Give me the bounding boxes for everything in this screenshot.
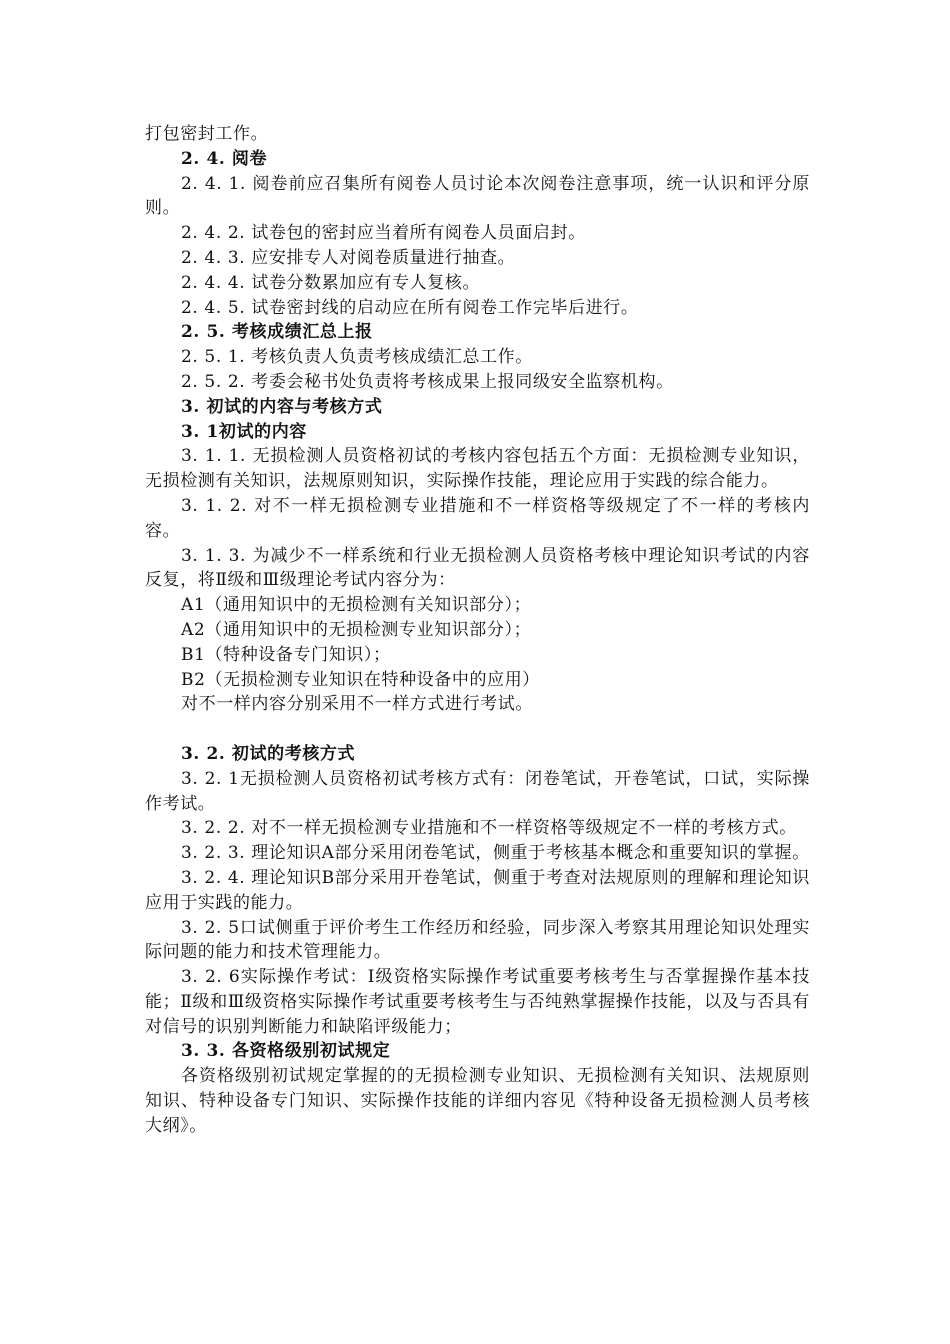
list-item: A2（通用知识中的无损检测专业知识部分）； (181, 619, 532, 640)
paragraph: 打包密封工作。 (145, 124, 269, 144)
section-heading: 2. 4. 阅卷 (181, 148, 268, 169)
section-heading: 3. 3. 各资格级别初试规定 (181, 1041, 391, 1062)
list-item: B1（特种设备专门知识）； (181, 644, 391, 665)
document-body (145, 122, 810, 1139)
paragraph: 3. 2. 1无损检测人员资格初试考核方式有：闭卷笔试，开卷笔试，口试，实际操作考试。 (145, 768, 810, 814)
paragraph: 各资格级别初试规定掌握的的无损检测专业知识、无损检测有关知识、法规原则知识、特种设备专门知识、实际操作技能的详细内容见《特种设备无损检测人员考核大纲》。 (145, 1066, 810, 1136)
paragraph: 3. 2. 2. 对不一样无损检测专业措施和不一样资格等级规定不一样的考核方式。 (181, 818, 797, 839)
paragraph: 3. 2. 6实际操作考试：Ⅰ级资格实际操作考试重要考核考生与否掌握操作基本技能；Ⅱ级和Ⅲ级资格实际操作考试重要考核考生与否纯熟掌握操作技能，以及与否具有对信号的识别判断能力和缺陷评级能力； (145, 967, 810, 1037)
paragraph: 2. 4. 5. 试卷密封线的启动应在所有阅卷工作完毕后进行。 (181, 297, 639, 318)
paragraph: 3. 2. 4. 理论知识B部分采用开卷笔试，侧重于考查对法规原则的理解和理论知识应用于实践的能力。 (145, 867, 810, 913)
paragraph: 3. 1. 3. 为减少不一样系统和行业无损检测人员资格考核中理论知识考试的内容反复，将Ⅱ级和Ⅲ级理论考试内容分为： (145, 545, 810, 591)
paragraph: 2. 5. 2. 考委会秘书处负责将考核成果上报同级安全监察机构。 (181, 371, 674, 392)
paragraph: 3. 2. 3. 理论知识A部分采用闭卷笔试，侧重于考核基本概念和重要知识的掌握。 (181, 843, 810, 864)
paragraph: 2. 5. 1. 考核负责人负责考核成绩汇总工作。 (181, 347, 533, 368)
paragraph: 2. 4. 1. 阅卷前应召集所有阅卷人员讨论本次阅卷注意事项，统一认识和评分原则。 (145, 173, 810, 219)
paragraph: 3. 2. 5口试侧重于评价考生工作经历和经验，同步深入考察其用理论知识处理实际问题的能力和技术管理能力。 (145, 917, 810, 963)
paragraph: 2. 4. 2. 试卷包的密封应当着所有阅卷人员面启封。 (181, 223, 586, 244)
paragraph: 3. 1. 1. 无损检测人员资格初试的考核内容包括五个方面：无损检测专业知识，无损检测有关知识，法规原则知识，实际操作技能，理论应用于实践的综合能力。 (145, 446, 810, 492)
section-heading: 3. 2. 初试的考核方式 (181, 743, 356, 764)
paragraph: 2. 4. 3. 应安排专人对阅卷质量进行抽查。 (181, 247, 516, 268)
list-item: B2（无损检测专业知识在特种设备中的应用） (181, 669, 540, 690)
blank-line (145, 717, 810, 742)
paragraph: 3. 1. 2. 对不一样无损检测专业措施和不一样资格等级规定了不一样的考核内容。 (145, 495, 810, 541)
list-item: A1（通用知识中的无损检测有关知识部分）； (181, 595, 532, 616)
section-heading: 2. 5. 考核成绩汇总上报 (181, 322, 373, 343)
paragraph: 对不一样内容分别采用不一样方式进行考试。 (181, 694, 533, 715)
section-heading: 3. 初试的内容与考核方式 (181, 396, 383, 417)
section-heading: 3. 1初试的内容 (181, 421, 307, 442)
paragraph: 2. 4. 4. 试卷分数累加应有专人复核。 (181, 272, 481, 293)
